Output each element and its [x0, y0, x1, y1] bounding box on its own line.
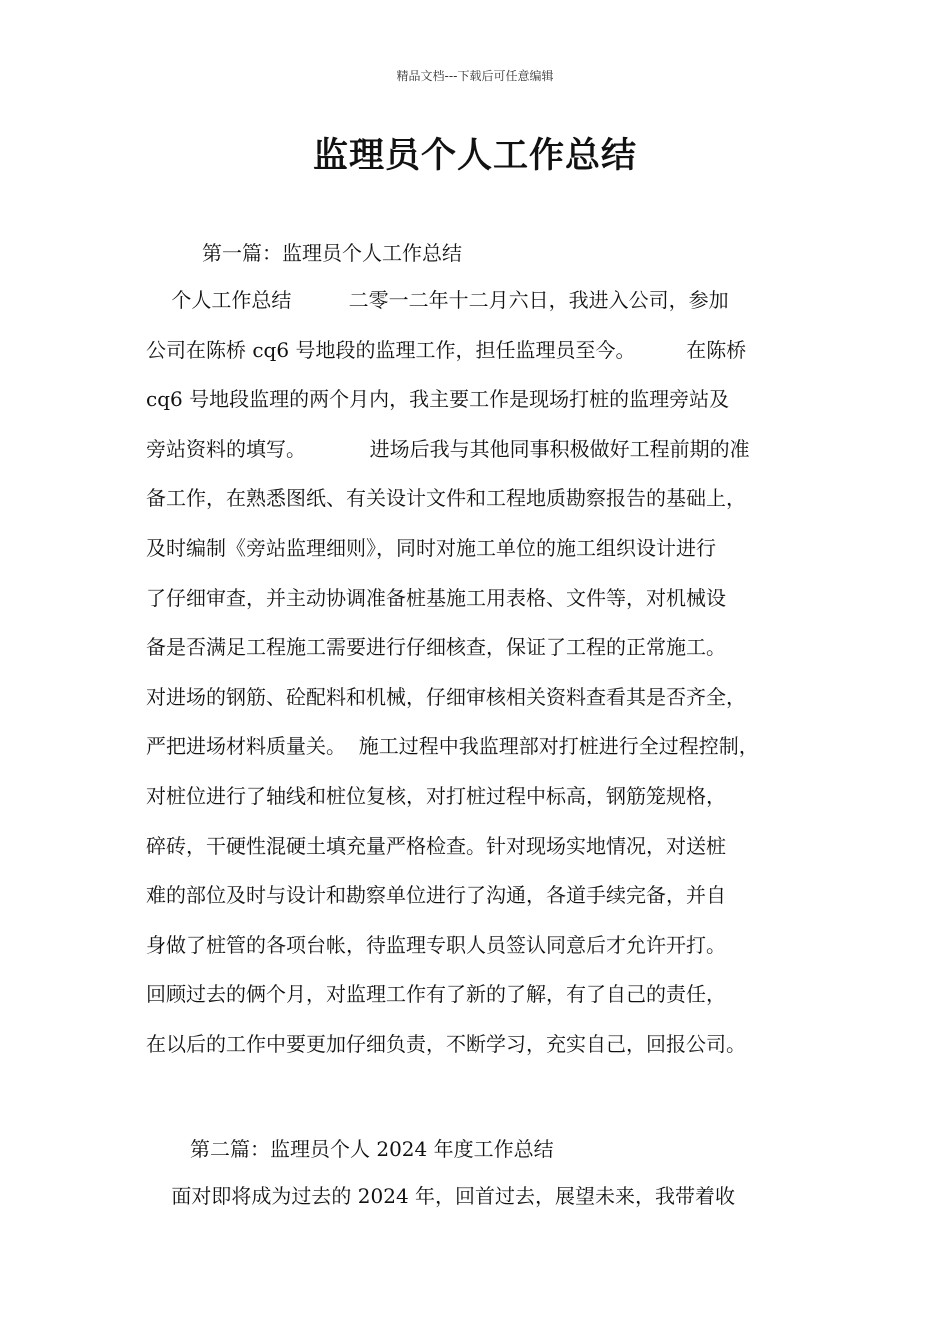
text-line: 及时编制《旁站监理细则》，同时对施工单位的施工组织设计进行: [146, 536, 716, 560]
text-line: 旁站资料的填写。 进场后我与其他同事积极做好工程前期的准: [146, 436, 750, 461]
section-heading-2: 第二篇：监理员个人 2024 年度工作总结: [190, 1137, 554, 1161]
text-line: 严把进场材料质量关。 施工过程中我监理部对打桩进行全过程控制，: [146, 734, 759, 759]
text-line: 备是否满足工程施工需要进行仔细核查，保证了工程的正常施工。: [146, 635, 726, 660]
text-line: 在以后的工作中要更加仔细负责，不断学习，充实自己，回报公司。: [146, 1032, 746, 1056]
text-line: 碎砖，干硬性混硬土填充量严格检查。针对现场实地情况，对送桩: [146, 833, 726, 858]
text-line: 身做了桩管的各项台帐，待监理专职人员签认同意后才允许开打。: [146, 932, 726, 957]
text-line: 回顾过去的俩个月，对监理工作有了新的了解，有了自己的责任，: [146, 982, 726, 1007]
text-line: 公司在陈桥 cq6 号地段的监理工作，担任监理员至今。 在陈桥: [146, 337, 747, 362]
text-line: 个人工作总结 二零一二年十二月六日，我进入公司，参加: [146, 288, 729, 312]
text-line: 对进场的钢筋、砼配料和机械，仔细审核相关资料查看其是否齐全，: [146, 684, 746, 709]
text-line: 难的部位及时与设计和勘察单位进行了沟通，各道手续完备，并自: [146, 883, 726, 908]
text-line: 了仔细审查，并主动协调准备桩基施工用表格、文件等，对机械设: [146, 585, 726, 610]
text-line: 备工作，在熟悉图纸、有关设计文件和工程地质勘察报告的基础上，: [146, 486, 746, 511]
text-line: cq6 号地段监理的两个月内，我主要工作是现场打桩的监理旁站及: [146, 387, 730, 412]
text-line: 对桩位进行了轴线和桩位复核，对打桩过程中标高，钢筋笼规格，: [146, 784, 726, 808]
document-title: 监理员个人工作总结: [312, 136, 637, 176]
text-line: 面对即将成为过去的 2024 年，回首过去，展望未来，我带着收: [146, 1184, 736, 1208]
section-heading-1: 第一篇：监理员个人工作总结: [202, 241, 462, 265]
page-header: 精品文档---下载后可任意编辑: [396, 69, 554, 83]
